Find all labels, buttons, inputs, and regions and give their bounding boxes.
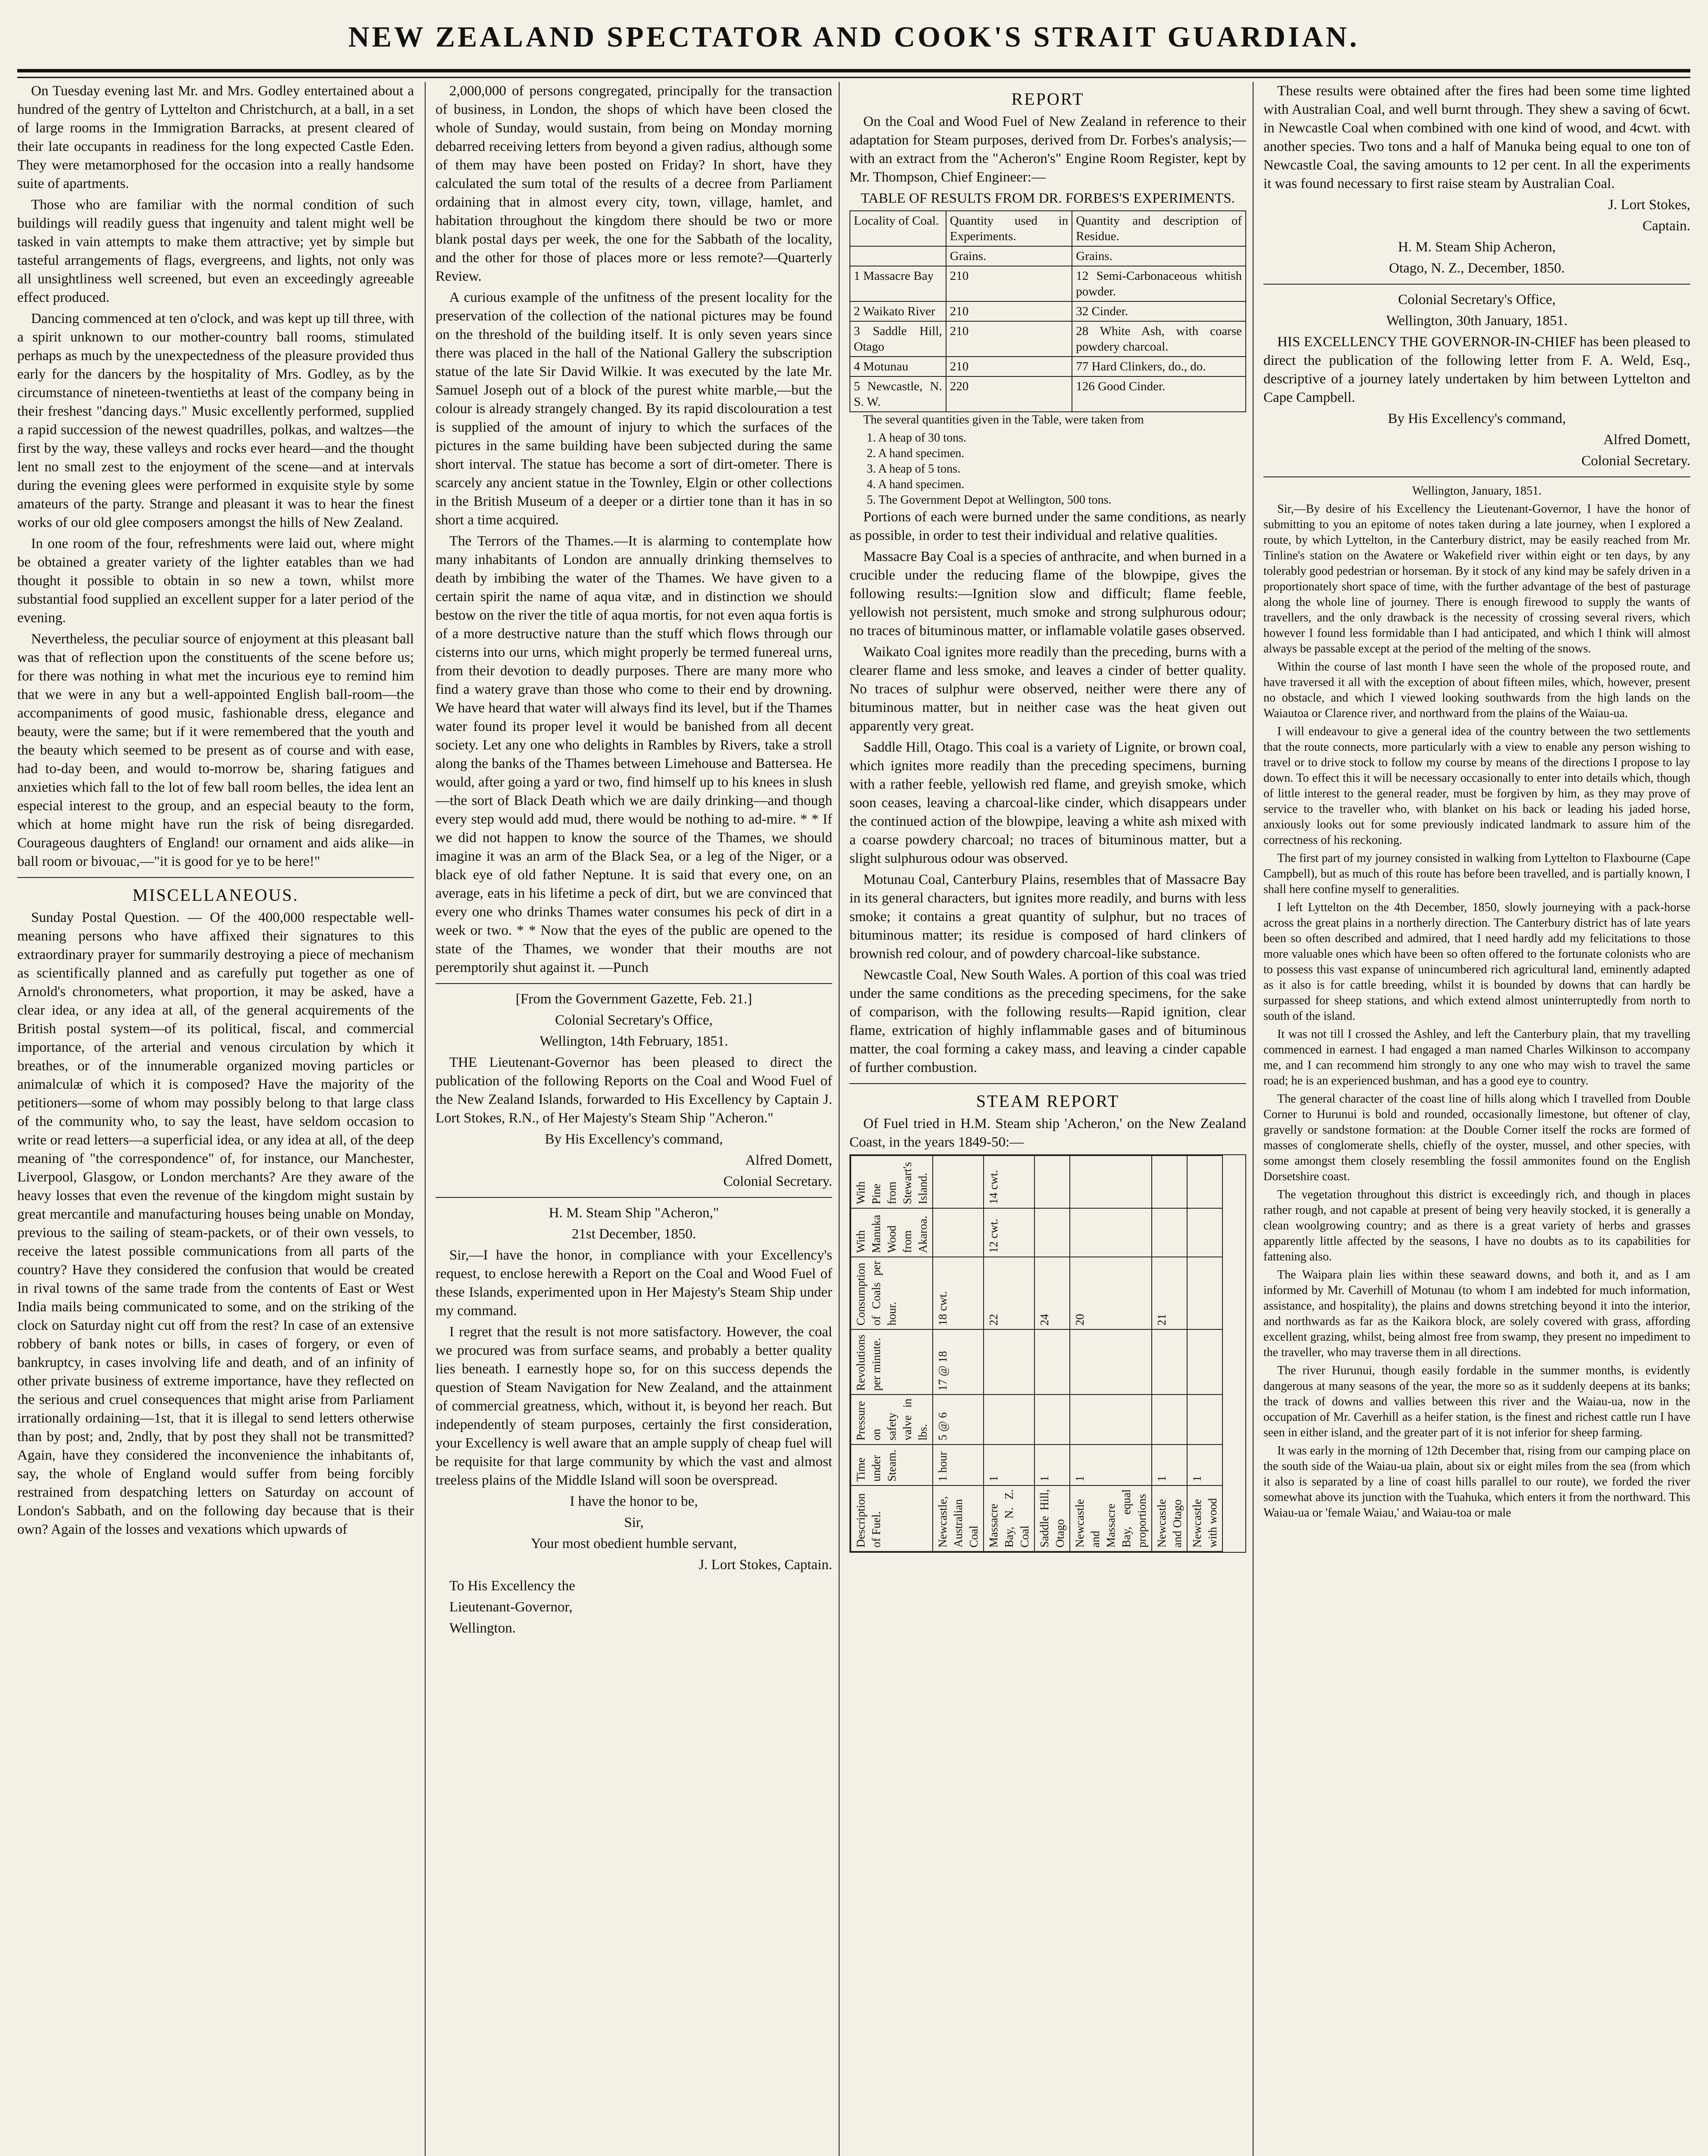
forbes-results-table <box>849 210 1246 412</box>
report-heading: REPORT <box>1011 89 1084 109</box>
stokes-signature: J. Lort Stokes, <box>1608 197 1690 213</box>
paragraph: Dancing commenced at ten o'clock, and was kept up till three, with a spirit unknown to our mother-country ball rooms, stimulated perhaps as much by the unexpectedness of the pleasure provided thus early for the dancers by the hospitality of Mrs. Godley, as by the circumstance of nineteen-twentieths at least of the company being in their freshest "dancing days." Music excellently performed, supplied a rapid succession of the newest quadrilles, polkas, and waltzes—the first by the way, these valleys and rocks ever heard—and the thought lent no small zest to the enjoyment of the scene—and at intervals during the evening glees were performed in exquisite style by some amateurs of the party. Strange and pleasant it was to hear the finest works of our old glee composers amongst the hills of New Zealand. <box>17 311 414 530</box>
table-cell: 1 <box>1152 1445 1187 1485</box>
paragraph: Waikato Coal ignites more readily than the preceding, burns with a clearer flame and less smoke, and leaves a cinder of better quality. No traces of sulphur were observed, neither were there any of bituminous matter, but in neither case was the heat given out apparently very great. <box>849 644 1246 734</box>
letter-date: Wellington, January, 1851. <box>1412 484 1542 498</box>
table-cell: 21 <box>1152 1257 1187 1329</box>
table-header-cell: With Manuka Wood from Akaroa. <box>851 1208 933 1257</box>
table-cell: 1 <box>984 1445 1034 1485</box>
paragraph: Massacre Bay Coal is a species of anthracite, and when burned in a crucible under the reducing flame of the blowpipe, gives the following results:—Ignition slow and difficult; flame feeble, yellowish not persistent, much smoke and strong sulphurous odour; no traces of bituminous matter, or inflamable volatile gases observed. <box>849 549 1246 639</box>
table-cell <box>1070 1395 1152 1444</box>
table-cell <box>1152 1395 1187 1444</box>
paragraph: The general character of the coast line of hills along which I travelled from Double Corner to Hurunui is bold and rounded, occasionally limestone, but oftener of clay, gravelly or sandstone formation: at the Double Corner itself the rocks are formed of masses of conglomerate shells, chiefly of the oyster, mussel, and other species, with some amongst them closely resembling the fossil ammonites found on the English Dorsetshire coast. <box>1263 1092 1690 1183</box>
signer-name: Alfred Domett, <box>1603 432 1690 448</box>
table-cell: 77 Hard Clinkers, do., do. <box>1072 357 1246 376</box>
table-cell: Newcastle with wood <box>1187 1485 1222 1551</box>
ball-article <box>17 82 414 871</box>
table-cell <box>1187 1257 1222 1329</box>
paragraph: Sir,—I have the honor, in compliance with your Excellency's request, to enclose herewith a Report on the Coal and Wood Fuel of these Islands, experimented upon in Her Majesty's Steam Ship under my command. <box>436 1247 832 1319</box>
divider <box>849 1083 1246 1084</box>
table-cell: 1 <box>1034 1445 1070 1485</box>
paragraph: It was early in the morning of 12th December that, rising from our camping place on the south side of the Waiau-ua plain, about six or eight miles from the sea (from which it also is separated by a line of coast hills parallel to our route), we forded the river somewhat above its junction with the Tuahuka, which enters it from the northward. This Waiau-ua or 'female Waiau,' and Waiau-toa or male <box>1263 1444 1690 1520</box>
table-cell <box>1070 1329 1152 1395</box>
table-header-cell: Description of Fuel. <box>851 1485 933 1551</box>
paragraph: A curious example of the unfitness of the present locality for the preservation of the collection of the national pictures may be found on the threshold of the building itself. It is only seven years since there was placed in the hall of the National Gallery the subscription statue of the late Sir David Wilkie. It was executed by the late Mr. Samuel Joseph out of a block of the purest white marble,—but the colour is already strangely changed. By its rapid discolouration a test is supplied of the amount of injury to which the surfaces of the pictures in the same building have been subjected during the same short interval. The statue has become a sort of dirt-ometer. There is scarcely any ancient statue in the Townley, Elgin or other collections in the British Museum of a deeper or a dirtier tone than it has in so short a time acquired. <box>436 290 832 528</box>
command-line: By His Excellency's command, <box>1388 411 1566 426</box>
table-cell: Massacre Bay, N. Z. Coal <box>984 1485 1034 1551</box>
paragraph: Newcastle Coal, New South Wales. A portion of this coal was tried under the same conditions as the preceding specimens, for the sake of comparison, with the following results—Rapid ignition, clear flame, extrication of highly inflammable gases and of bituminous matter, the coal forming a cakey mass, and leaving a cinder capable of further combustion. <box>849 967 1246 1075</box>
steam-report-table-frame <box>849 1154 1246 1553</box>
table-header-cell: Quantity and description of Residue. <box>1072 211 1246 246</box>
table-unit-cell: Grains. <box>946 246 1072 266</box>
column-4 <box>1263 82 1690 2156</box>
closing-line: I have the honor to be, <box>570 1494 698 1509</box>
table-sources-list <box>849 430 1246 508</box>
coal-analysis-article <box>849 508 1246 1077</box>
column-divider <box>425 82 426 2156</box>
table-unit-cell <box>850 246 946 266</box>
table-cell: 3 Saddle Hill, Otago <box>850 321 946 357</box>
table-cell: 22 <box>984 1257 1034 1329</box>
office-line: Colonial Secretary's Office, <box>555 1012 713 1028</box>
divider <box>1263 476 1690 477</box>
list-item: 3. A heap of 5 tons. <box>867 462 960 476</box>
table-cell: 14 cwt. <box>984 1156 1034 1208</box>
paragraph: I left Lyttelton on the 4th December, 1850, slowly journeying with a pack-horse across the great plains in a northerly direction. The Canterbury district has of late years been so often described and admired, that I need hardly add my felicitations to those more valuable ones which have been so often offered to the fortunate colonists who are to possess this vast expanse of unincumbered rich agricultural land, eminently adapted as it also is for cattle breeding, whilst it is bounded by downs that can hardly be surpassed for sheep stations, and which extend almost uninterruptedly from north to south of the island. <box>1263 901 1690 1023</box>
paragraph: Sir,—By desire of his Excellency the Lieutenant-Governor, I have the honor of submitting to you an epitome of notes taken during a late journey, when I explored a route, by which Lyttelton, in the Canterbury district, may be easily reached from Mr. Tinline's station on the Awatere or Wakefield river within eight or ten days, by any tolerably good pedestrian or horseman. By it stock of any kind may be safely driven in a proportionately short space of time, with the further advantage of the best of pasturage along the whole line of journey. There is enough firewood to supply the wants of travellers, and the only drawback is the necessity of crossing several rivers, which however I found less formidable than I had anticipated, and which I think will almost always be passable except at the period of the melting of the snows. <box>1263 502 1690 655</box>
table-cell <box>1034 1395 1070 1444</box>
table-cell: Newcastle, Australian Coal <box>933 1485 984 1551</box>
ship-place: Otago, N. Z., December, 1850. <box>1389 260 1565 276</box>
table-header-cell: With Pine from Stewart's Island. <box>851 1156 933 1208</box>
paragraph: Nevertheless, the peculiar source of enjoyment at this pleasant ball was that of reflection upon the constituents of the scene before us; for there was nothing in what met the incurious eye to remind him that we were in any but a well-appointed English ball-room—the accompaniments of good music, fashionable dress, elegance and beauty, were the same; but if it were remembered that the youth and the beauty which seemed to be present as of course and with ease, had to-day been, and would to-morrow be, sharing fatigues and anxieties which fall to the lot of few ball room belles, the idea lent an especial interest to the group, and an especial beauty to the form, which at home might have run the risk of being disregarded. Courageous daughters of England! our ornament and aids alike—in ball room or bivouac,—"it is good for ye to be here!" <box>17 631 414 869</box>
paragraph: The first part of my journey consisted in walking from Lyttelton to Flaxbourne (Cape Campbell), but as much of this route has before been travelled, and is partially known, I shall here confine myself to generalities. <box>1263 852 1690 896</box>
paragraph: I will endeavour to give a general idea of the country between the two settlements that the route connects, more particularly with a view to enable any person wishing to travel or to drive stock to follow my course by means of the directions I propose to lay down. To effect this it will be necessary occasionally to enter into details which, though of little interest to the general reader, must be forgiven by him, as they may prove of service to the traveller who, with blanket on his back or leading his jaded horse, anxiously looks out for some previously indicated landmark to assure him of the correctness of his reckoning. <box>1263 725 1690 847</box>
addressee-line: To His Excellency the <box>449 1578 575 1594</box>
table-cell: 12 cwt. <box>984 1208 1034 1257</box>
list-item: 4. A hand specimen. <box>867 478 965 491</box>
paragraph: Portions of each were burned under the same conditions, as nearly as possible, in order to test their individual and relative qualities. <box>849 509 1246 543</box>
command-line: By His Excellency's command, <box>545 1131 723 1147</box>
table-cell: Newcastle and Otago <box>1152 1485 1187 1551</box>
results-article <box>1263 82 1690 193</box>
paragraph: The vegetation throughout this district is exceedingly rich, and though in places rather rough, and not capable at present of being very heavily stocked, it is generally a clean woolgrowing country; and as there is a great variety of herbs and grasses apparently little affected by the seasons, I have no doubts as to its capabilities for fattening also. <box>1263 1188 1690 1263</box>
table-header-cell: Revolutions per minute. <box>851 1329 933 1395</box>
closing-signature: J. Lort Stokes, Captain. <box>699 1557 832 1573</box>
paragraph: 2,000,000 of persons congregated, principally for the transaction of business, in London, the shops of which have been closed the whole of Sunday, would sustain, from being on Monday morning debarred receiving letters from beyond a given radius, although some of them may have been posted on Friday? In short, have they calculated the sum total of the results of a decree from Parliament ordaining that in almost every city, town, village, hamlet, and habitation throughout the kingdom there should be two or more blank postal days per week, the one for the Sabbath of the locality, and the other for those of places more or less remote?—Quarterly Review. <box>436 83 832 284</box>
table-cell <box>1187 1329 1222 1395</box>
table-cell: 4 Motunau <box>850 357 946 376</box>
table-cell <box>933 1208 984 1257</box>
table-row <box>850 321 1246 357</box>
table-row <box>1034 1156 1070 1551</box>
column-1 <box>17 82 414 2156</box>
table-row <box>850 266 1246 301</box>
table-cell: 24 <box>1034 1257 1070 1329</box>
table-cell: 20 <box>1070 1257 1152 1329</box>
table-cell <box>1152 1156 1187 1208</box>
table-cell <box>1034 1208 1070 1257</box>
table-cell: 126 Good Cinder. <box>1072 376 1246 412</box>
table-header-cell: Quantity used in Experiments. <box>946 211 1072 246</box>
table-cell: 1 hour <box>933 1445 984 1485</box>
table-row <box>933 1156 984 1551</box>
paragraph: These results were obtained after the fires had been some time lighted with Australian Coal, and well burnt through. They shew a saving of 6cwt. in Newcastle Coal when combined with one kind of wood, and 4cwt. with another species. Two tons and a half of Manuka being equal to one ton of Newcastle Coal, the saving amounts to 12 per cent. In all the experiments it was found necessary to first raise steam by Australian Coal. <box>1263 83 1690 191</box>
list-item: 5. The Government Depot at Wellington, 500 tons. <box>867 493 1112 507</box>
divider <box>17 877 414 878</box>
table-cell <box>1187 1395 1222 1444</box>
table-header-cell: Locality of Coal. <box>850 211 946 246</box>
ship-date: 21st December, 1850. <box>571 1226 696 1242</box>
table-cell <box>1070 1208 1152 1257</box>
stokes-title: Captain. <box>1642 218 1690 234</box>
table-cell: 1 <box>1070 1445 1152 1485</box>
closing-line: Your most obedient humble servant, <box>531 1536 737 1551</box>
table-cell: 18 cwt. <box>933 1257 984 1329</box>
table-cell <box>1152 1208 1187 1257</box>
paragraph: The Waipara plain lies within these seaward downs, and both it, and as I am informed by Mr. Caverhill of Motunau (to whom I am indebted for much information, assistance, and hospitality), the plains and downs stretching beyond it into the interior, and northwards as far as the Kaikora block, are solely covered with grass, affording excellent grazing, whilst, being almost free from swamp, they present no impediment to the traveller, who may traverse them in all directions. <box>1263 1268 1690 1359</box>
paragraph: Those who are familiar with the normal condition of such buildings will readily guess that ingenuity and talent might well be tasked in vain attempts to make them attractive; yet by simple but tasteful arrangements of flags, evergreens, and lights, not only was all unsightliness well screened, but even an exceedingly agreeable effect produced. <box>17 197 414 305</box>
stokes-letter <box>436 1246 832 1490</box>
paragraph: On Tuesday evening last Mr. and Mrs. Godley entertained about a hundred of the gentry of Lyttelton and Christchurch, at a ball, in a set of large rooms in the Immigration Barracks, at present cleared of their late occupants in readiness for the long expected Castle Eden. They were metamorphosed for the occasion into a really handsome suite of apartments. <box>17 83 414 191</box>
gazette-source: [From the Government Gazette, Feb. 21.] <box>515 991 752 1007</box>
review-articles <box>436 82 832 977</box>
table-row <box>1152 1156 1187 1551</box>
table-cell: 28 White Ash, with coarse powdery charcoal. <box>1072 321 1246 357</box>
paragraph: The river Hurunui, though easily fordable in the summer months, is evidently dangerous at many seasons of the year, the more so as it suddenly deepens at its banks; the track of downs and vallies between this river and the Waiau-ua, now in the occupation of Mr. Caverhill as a heifer station, is the finest and richest cattle run I have seen in either island, and the greater part of it is not inferior for sheep farming. <box>1263 1364 1690 1439</box>
table-row <box>850 376 1246 412</box>
column-3 <box>849 82 1246 2156</box>
gazette-notice: THE Lieutenant-Governor has been pleased to direct the publication of the following Reports on the Coal and Wood Fuel of the New Zealand Islands, forwarded to His Excellency by Captain J. Lort Stokes, R.N., of Her Majesty's Steam Ship "Acheron." <box>436 1055 832 1126</box>
table-cell: 210 <box>946 357 1072 376</box>
table-title: TABLE OF RESULTS FROM DR. FORBES'S EXPERIMENTS. <box>861 191 1235 206</box>
table-cell: 1 <box>1187 1445 1222 1485</box>
ship-line: H. M. Steam Ship Acheron, <box>1398 239 1556 255</box>
masthead-rule <box>17 69 1690 78</box>
table-note: The several quantities given in the Table, were taken from <box>863 413 1144 426</box>
table-cell: 5 @ 6 <box>933 1395 984 1444</box>
table-row <box>850 301 1246 321</box>
table-header-cell: Time under Steam. <box>851 1445 933 1485</box>
table-cell <box>984 1395 1034 1444</box>
table-header-cell: Pressure on safety valve in lbs. <box>851 1395 933 1444</box>
masthead: NEW ZEALAND SPECTATOR AND COOK'S STRAIT GUARDIAN. <box>348 20 1360 53</box>
office-line: Colonial Secretary's Office, <box>1398 292 1556 307</box>
table-header-cell: Consumption of Coals per hour. <box>851 1257 933 1329</box>
paragraph: It was not till I crossed the Ashley, and left the Canterbury plain, that my travelling commenced in earnest. I had engaged a man named Charles Wilkinson to accompany me, and I can recommend him strongly to any one who may wish to travel the same road; he is an experienced bushman, and has a good eye to country. <box>1263 1028 1690 1087</box>
table-cell: 12 Semi-Carbonaceous whitish powder. <box>1072 266 1246 301</box>
divider <box>1263 284 1690 285</box>
table-cell: 1 Massacre Bay <box>850 266 946 301</box>
table-cell <box>1034 1329 1070 1395</box>
governor-notice: HIS EXCELLENCY THE GOVERNOR-IN-CHIEF has been pleased to direct the publication of the following letter from F. A. Weld, Esq., descriptive of a journey lately undertaken by him between Lyttelton and Cape Campbell. <box>1263 334 1690 405</box>
table-cell: 17 @ 18 <box>933 1329 984 1395</box>
table-cell: 210 <box>946 266 1072 301</box>
miscellaneous-heading: MISCELLANEOUS. <box>132 885 299 905</box>
steam-report-heading: STEAM REPORT <box>976 1091 1120 1111</box>
paragraph: Sunday Postal Question. — Of the 400,000 respectable well-meaning persons who have affixed their signatures to this extraordinary prayer for summarily destroying a piece of mechanism as scientifically planned and as carefully put together as one of Arnold's chronometers, what proportion, it may be asked, have a clear idea, or any idea at all, of the general acquirements of the British postal system—of its political, fiscal, and commercial importance, of the arterial and venous circulation by which it breathes, or of the innumerable organized moving particles or animalculæ of which it is composed? Have the majority of the petitioners—some of whom may possibly belong to that large class of the community who, to say the least, have seldom occasion to write or read letters—a superficial idea, or any idea at all, of the deep meaning of "the correspondence" of, for instance, our Manchester, Liverpool, Glasgow, or London merchants? Are they aware of the heavy losses that even the revenue of the kingdom might sustain by great mercantile and manufacturing houses being unable on Monday, previous to the sailing of steam-packets, or of their own vessels, to receive the latest possible communications from all parts of the country? Have they considered the confusion that would be created in rival towns of the same trade from the contents of East or West India mails being communicated to some, and on the striking of the clock on Saturday night cut off from the rest? In case of an extensive robbery of bank notes or bills, in cases of forgery, or even of bankruptcy, in cases involving life and death, and of an infinity of other private business of extreme importance, have they reflected on the serious and cruel consequences that might arise from Parliament irrationally ordaining—1st, that it is illegal to send letters otherwise than by post; and, 2ndly, that by post they shall not be transmitted? Again, have they considered the inconvenience the inhabitants of, say, the whole of England would suffer from being forcibly restrained from despatching letters on Saturday on account of London's Sabbath, and on the following day because that is their own? Again of the losses and vexations which upwards of <box>17 910 414 1537</box>
table-cell <box>933 1156 984 1208</box>
table-cell <box>1034 1156 1070 1208</box>
office-date: Wellington, 14th February, 1851. <box>539 1034 728 1049</box>
signer-title: Colonial Secretary. <box>723 1174 832 1189</box>
divider <box>436 983 832 984</box>
table-row <box>850 357 1246 376</box>
table-unit-cell: Grains. <box>1072 246 1246 266</box>
table-row <box>1187 1156 1222 1551</box>
steam-report-table <box>850 1155 1223 1552</box>
table-row <box>984 1156 1034 1551</box>
list-item: 1. A heap of 30 tons. <box>867 431 966 445</box>
signer-name: Alfred Domett, <box>745 1153 832 1168</box>
column-divider <box>839 82 840 2156</box>
paragraph: Motunau Coal, Canterbury Plains, resembles that of Massacre Bay in its general characters, but ignites more readily, and burns with less smoke; it contains a great quantity of sulphur, but no traces of bituminous matter; its residue is composed of hard clinkers of brownish red colour, and of powdery charcoal-like substance. <box>849 872 1246 962</box>
table-cell: 32 Cinder. <box>1072 301 1246 321</box>
table-cell: 220 <box>946 376 1072 412</box>
paragraph: I regret that the result is not more satisfactory. However, the coal we procured was from surface seams, and probably a better quality lies beneath. I earnestly hope so, for on this success depends the question of Steam Navigation for New Zealand, and the attainment of commercial greatness, which, without it, is beyond her reach. But independently of steam purposes, certainly the first consideration, your Excellency is well aware that an ample supply of cheap fuel will be requisite for that large community by which the vast and almost treeless plains of the Middle Island will soon be overspread. <box>436 1324 832 1488</box>
table-row <box>1070 1156 1152 1551</box>
list-item: 2. A hand specimen. <box>867 447 965 460</box>
table-cell: Newcastle and Massacre Bay, equal proportions <box>1070 1485 1152 1551</box>
office-date: Wellington, 30th January, 1851. <box>1386 313 1568 329</box>
table-cell: 210 <box>946 321 1072 357</box>
column-2 <box>436 82 832 2156</box>
table-cell: Saddle Hill, Otago <box>1034 1485 1070 1551</box>
table-cell: 5 Newcastle, N. S. W. <box>850 376 946 412</box>
paragraph: Within the course of last month I have seen the whole of the proposed route, and have traversed it all with the exception of about fifteen miles, which, however, present no obstacle, and which I viewed looking southwards from the high lands on the Waiautoa or Clarence river, and northward from the plains of the Waiau-ua. <box>1263 660 1690 720</box>
paragraph: In one room of the four, refreshments were laid out, where might be obtained a greater variety of the lighter eatables than we had thought it possible to obtain in so new a town, whilst more substantial food supplied an excellent supper for a later period of the evening. <box>17 536 414 626</box>
table-cell <box>1152 1329 1187 1395</box>
addressee-line: Lieutenant-Governor, <box>449 1599 573 1615</box>
table-cell <box>984 1329 1034 1395</box>
steam-report-intro: Of Fuel tried in H.M. Steam ship 'Acheron,' on the New Zealand Coast, in the years 1849-50:— <box>849 1116 1246 1150</box>
paragraph: The Terrors of the Thames.—It is alarming to contemplate how many inhabitants of London are annually drinking themselves to death by imbibing the water of the Thames. We have given to a certain spirit the name of aqua vitæ, and in distinction we should bestow on the river the title of aqua mortis, for not even aqua fortis is of a more destructive nature than the stuff which flows through our cisterns into our urns, which might properly be termed funereal urns, from their devotion to deadly purposes. There are many more who find a watery grave than those who come to their end by drowning. We have heard that water will always find its level, but if the Thames water found its proper level it would be banished from all decent society. Let any one who delights in Rambles by Rivers, take a stroll along the banks of the Thames between Limehouse and Battersea. He would, after going a yard or two, find himself up to his knees in slush—the sort of Black Death which we are daily drinking—and though every step would add mud, there would be nothing to ad-mire. * * If we did not happen to know the source of the Thames, we should imagine it was an arm of the Black Sea, or a leg of the Niger, or a black eye of old father Neptune. It is said that every one, on an average, eats in his lifetime a peck of dirt, but we are convinced that every one who drinks Thames water consumes his peck of dirt in a week or two. * * Now that the eyes of the public are opened to the state of the Thames, we wonder that their mouths are not peremptorily shut against it. —Punch <box>436 533 832 975</box>
table-cell: 2 Waikato River <box>850 301 946 321</box>
table-cell <box>1070 1156 1152 1208</box>
ship-heading: H. M. Steam Ship "Acheron," <box>548 1205 719 1221</box>
column-divider <box>1253 82 1254 2156</box>
divider <box>436 1197 832 1198</box>
addressee-line: Wellington. <box>449 1620 516 1636</box>
table-cell: 210 <box>946 301 1072 321</box>
report-intro: On the Coal and Wood Fuel of New Zealand in reference to their adaptation for Steam purposes, derived from Dr. Forbes's analysis;—with an extract from the "Acheron's" Engine Room Register, kept by Mr. Thompson, Chief Engineer:— <box>849 114 1246 185</box>
table-cell <box>1187 1208 1222 1257</box>
postal-article <box>17 909 414 1539</box>
table-cell <box>1187 1156 1222 1208</box>
signer-title: Colonial Secretary. <box>1581 453 1690 469</box>
closing-line: Sir, <box>624 1515 644 1530</box>
paragraph: Saddle Hill, Otago. This coal is a variety of Lignite, or brown coal, which ignites more readily than the preceding specimens, burning with a rather feeble, yellowish red flame, and greyish smoke, which soon ceases, leaving a charcoal-like cinder, which disappears under the continued action of the blowpipe, leaving a white ash mixed with a coarse powdery charcoal; no traces of bituminous matter, but a slight sulphurous odour was observed. <box>849 740 1246 866</box>
weld-letter <box>1263 501 1690 1521</box>
